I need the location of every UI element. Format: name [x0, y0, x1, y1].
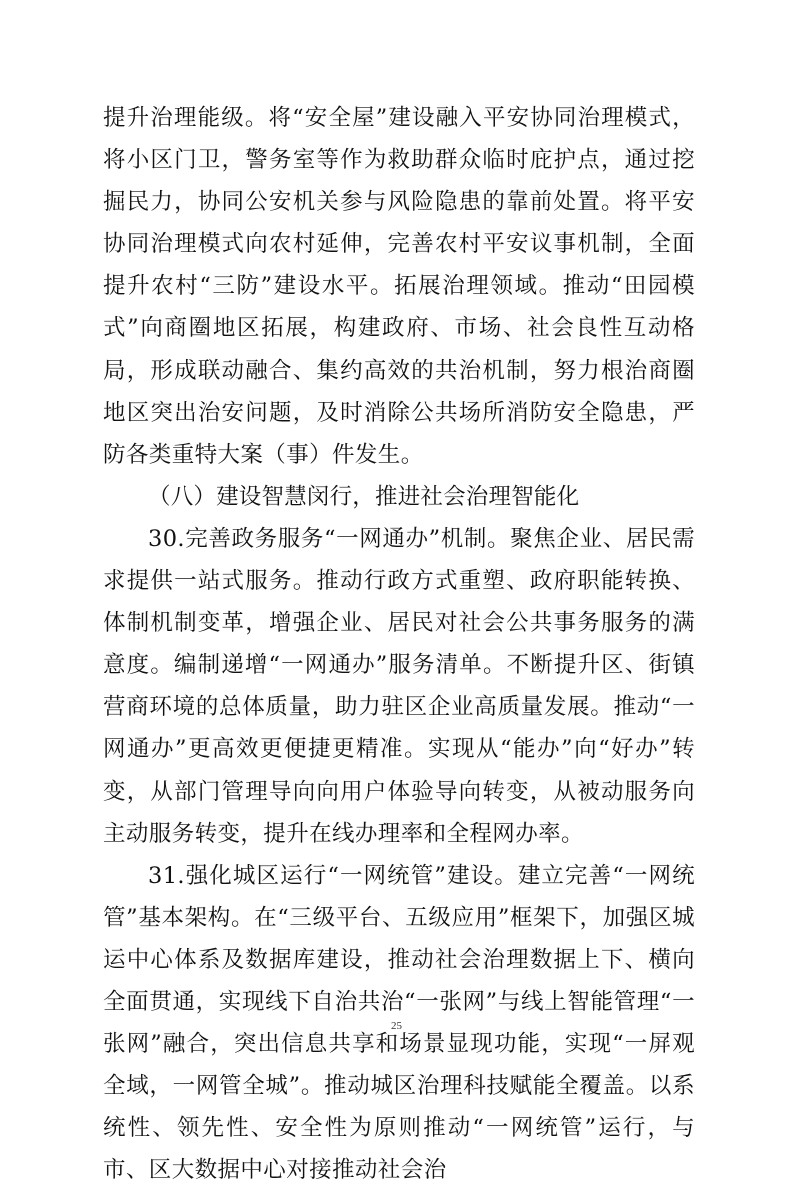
section-heading: （八）建设智慧闵行，推进社会治理智能化 [148, 483, 580, 510]
paragraph-item-30: 30.完善政务服务“一网通办”机制。聚焦企业、居民需求提供一站式服务。推动行政方式重塑、政府职能转换、体制机制变革，增强企业、居民对社会公共事务服务的满意度。编制递增“一网通办”服务清单。不断提升区、街镇营商环境的总体质量，助力驻区企业高质量发展。推动“一网通办”更高效更便捷更精准。实现从“能办”向“好办”转变，从部门管理导向向用户体验导向转变，从被动服务向主动服务转变，提升在线办理率和全程网办率。 [103, 525, 695, 847]
page-number: 25 [391, 1020, 402, 1032]
paragraph-item-31: 31.强化城区运行“一网统管”建设。建立完善“一网统管”基本架构。在“三级平台、五级应用”框架下，加强区城运中心体系及数据库建设，推动社会治理数据上下、横向全面贯通，实现线下自治共治“一张网”与线上智能管理“一张网”融合，突出信息共享和场景显现功能，实现“一屏观全域，一网管全城”。推动城区治理科技赋能全覆盖。以系统性、领先性、安全性为原则推动“一网统管”运行，与市、区大数据中心对接推动社会治 [103, 862, 695, 1184]
paragraph-continuation: 提升治理能级。将“安全屋”建设融入平安协同治理模式，将小区门卫，警务室等作为救助群众临时庇护点，通过挖掘民力，协同公安机关参与风险隐患的靠前处置。将平安协同治理模式向农村延伸，完善农村平安议事机制，全面提升农村“三防”建设水平。拓展治理领域。推动“田园模式”向商圈地区拓展，构建政府、市场、社会良性互动格局，形成联动融合、集约高效的共治机制，努力根治商圈地区突出治安问题，及时消除公共场所消防安全隐患，严防各类重特大案（事）件发生。 [103, 105, 695, 468]
